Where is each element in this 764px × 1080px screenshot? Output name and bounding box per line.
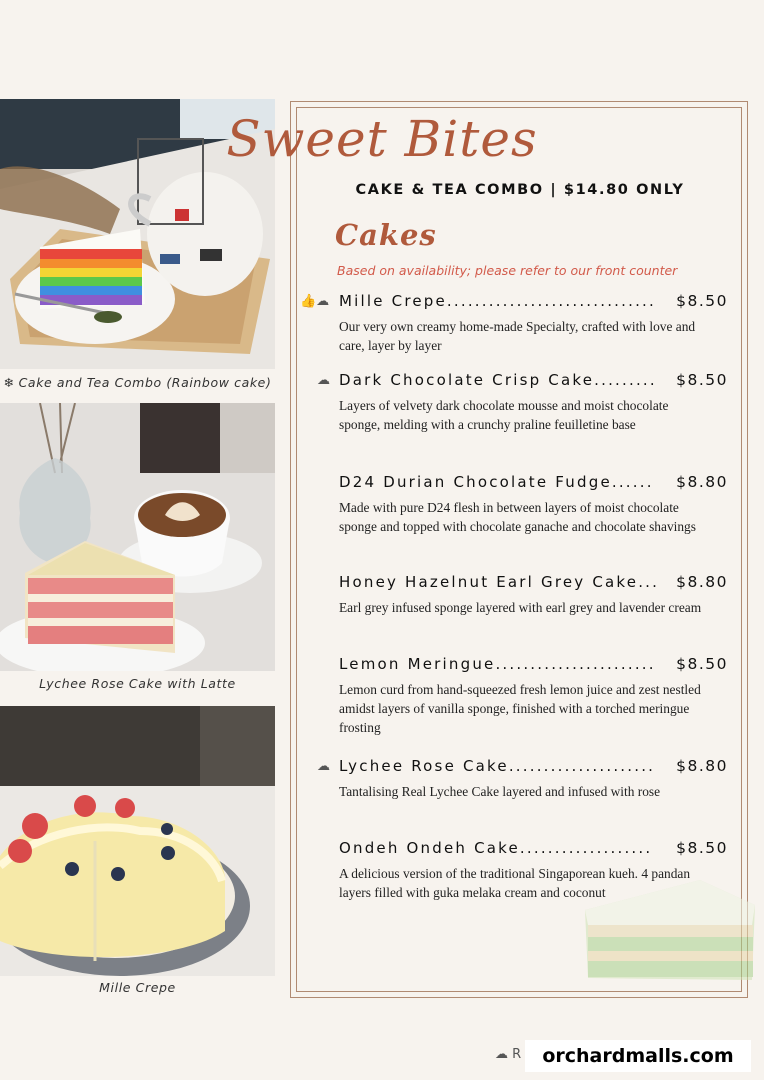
item-name: Lychee Rose Cake..................... <box>339 757 656 775</box>
mille-crepe-photo <box>0 706 275 976</box>
menu-item-earl-grey <box>300 573 730 617</box>
site-watermark: orchardmalls.com <box>525 1040 751 1072</box>
footer-cloud-icon: ☁ R <box>495 1047 522 1062</box>
thumbs-up-cloud-icon: 👍☁ <box>300 294 330 309</box>
lychee-cake-photo <box>0 403 275 671</box>
cloud-icon: ☁ <box>317 373 330 388</box>
menu-item-lemon-meringue <box>300 655 730 737</box>
item-description: A delicious version of the traditional Singaporean kueh. 4 pandan layers filled with guka melaka cream and coconut <box>339 866 691 900</box>
menu-item-mille-crepe <box>300 292 730 355</box>
item-price: $8.50 <box>676 371 728 389</box>
item-name: Lemon Meringue....................... <box>339 655 656 673</box>
item-price: $8.80 <box>676 757 728 775</box>
item-description: Made with pure D24 flesh in between layers of moist chocolate sponge and topped with chocolate ganache and chocolate shavings <box>339 500 696 534</box>
menu-item-d24-durian <box>300 473 730 536</box>
item-name: D24 Durian Chocolate Fudge...... <box>339 473 654 491</box>
item-name: Mille Crepe.............................. <box>339 292 656 310</box>
item-description: Lemon curd from hand-squeezed fresh lemon juice and zest nestled amidst layers of vanilla sponge, finished with a torched meringue frosting <box>339 682 701 735</box>
item-name: Honey Hazelnut Earl Grey Cake... <box>339 573 660 591</box>
menu-title: Sweet Bites <box>226 110 538 168</box>
footer-letter: R <box>512 1047 522 1062</box>
item-name: Ondeh Ondeh Cake................... <box>339 839 653 857</box>
item-description: Our very own creamy home-made Specialty, crafted with love and care, layer by layer <box>339 319 696 353</box>
menu-item-ondeh-ondeh <box>300 839 730 902</box>
item-price: $8.50 <box>676 655 728 673</box>
menu-item-dark-chocolate <box>300 371 730 434</box>
item-price: $8.50 <box>676 292 728 310</box>
item-description: Tantalising Real Lychee Cake layered and infused with rose <box>339 784 661 799</box>
rainbow-cake-caption: ❄ Cake and Tea Combo (Rainbow cake) <box>3 375 272 390</box>
combo-subtitle: CAKE & TEA COMBO | $14.80 ONLY <box>355 182 685 198</box>
item-price: $8.50 <box>676 839 728 857</box>
item-price: $8.80 <box>676 573 728 591</box>
item-description: Layers of velvety dark chocolate mousse and moist chocolate sponge, melding with a crunchy praline feuilletine base <box>339 398 669 432</box>
section-title-cakes: Cakes <box>335 218 437 252</box>
menu-item-lychee-rose <box>300 757 730 801</box>
cloud-icon: ☁ <box>317 759 330 774</box>
item-price: $8.80 <box>676 473 728 491</box>
item-description: Earl grey infused sponge layered with earl grey and lavender cream <box>339 600 702 615</box>
availability-note: Based on availability; please refer to our front counter <box>337 263 678 278</box>
mille-crepe-caption: Mille Crepe <box>99 980 176 995</box>
lychee-cake-caption: Lychee Rose Cake with Latte <box>39 676 236 691</box>
item-name: Dark Chocolate Crisp Cake......... <box>339 371 657 389</box>
snowflake-icon: ❄ <box>3 375 15 390</box>
